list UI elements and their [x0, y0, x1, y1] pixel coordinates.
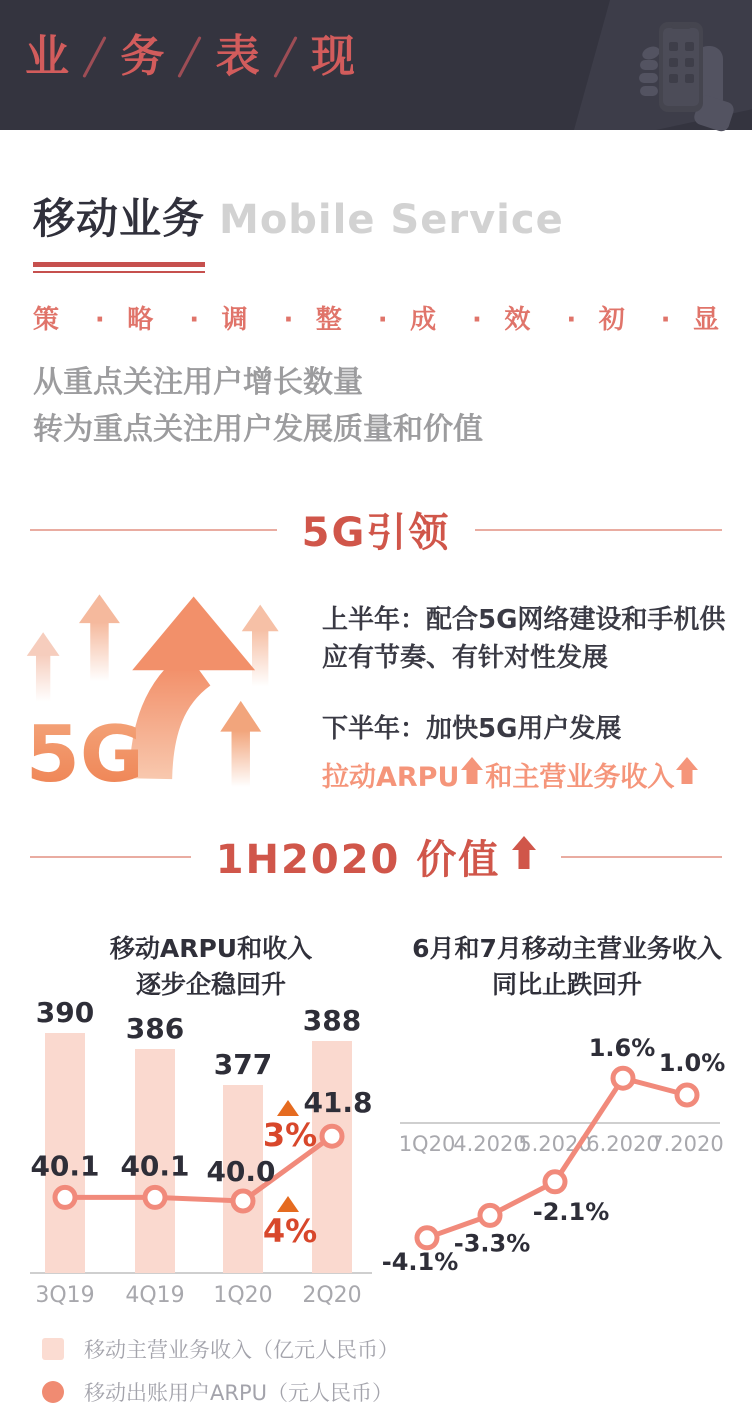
arpu-revenue-chart	[0, 995, 382, 1320]
highlight-text	[322, 755, 742, 794]
up-arrow-icon	[461, 757, 483, 792]
section-title-5g	[30, 501, 722, 558]
charts	[0, 995, 752, 1320]
line-swatch-icon	[42, 1381, 64, 1403]
5g-block	[0, 576, 752, 800]
svg-text:1Q20: 1Q20	[213, 1282, 273, 1308]
intro-text	[33, 360, 719, 453]
highlight-part1: 拉动ARPU	[322, 762, 460, 794]
svg-text:7.2020: 7.2020	[650, 1131, 724, 1156]
svg-text:3%: 3%	[262, 1115, 318, 1154]
heading-chinese: 移动业务	[33, 194, 206, 243]
svg-text:1.0%: 1.0%	[658, 1048, 726, 1077]
slogan-text: 策 · 略 · 调 · 整 · 成 · 效 · 初 · 显	[33, 305, 719, 335]
svg-text:4.2020: 4.2020	[453, 1131, 527, 1156]
divider-line	[30, 856, 191, 858]
highlight-part2: 和主营业务收入	[485, 762, 675, 794]
svg-text:2Q20: 2Q20	[302, 1282, 362, 1308]
legend-item-arpu: 移动出账用户ARPU（元人民币）	[42, 1377, 752, 1407]
svg-text:-4.1%: -4.1%	[381, 1247, 459, 1276]
divider-line	[475, 529, 722, 531]
slash-divider	[83, 36, 107, 78]
5g-text-block	[322, 576, 742, 794]
banner	[0, 0, 752, 130]
svg-text:-2.1%: -2.1%	[532, 1197, 610, 1226]
svg-text:-3.3%: -3.3%	[453, 1228, 531, 1257]
intro-line-1: 从重点关注用户增长数量	[33, 365, 363, 400]
left-chart-title: 移动ARPU和收入 逐步企稳回升	[109, 934, 313, 1000]
right-chart-title: 6月和7月移动主营业务收入 同比止跌回升	[412, 934, 722, 1000]
svg-text:388: 388	[302, 1003, 362, 1037]
up-arrow-icon	[512, 834, 536, 880]
svg-text:1.6%: 1.6%	[588, 1033, 656, 1062]
bar-swatch-icon	[42, 1338, 64, 1360]
slash-divider	[273, 36, 297, 78]
svg-text:1Q20: 1Q20	[398, 1131, 456, 1156]
svg-text:40.0: 40.0	[206, 1154, 276, 1188]
svg-text:40.1: 40.1	[30, 1148, 100, 1182]
divider-line	[30, 529, 277, 531]
heading-english: Mobile Service	[219, 197, 564, 243]
up-arrow-icon	[676, 757, 698, 792]
svg-text:5.2020: 5.2020	[518, 1131, 592, 1156]
svg-text:386: 386	[125, 1011, 185, 1045]
legend-item-revenue: 移动主营业务收入（亿元人民币）	[42, 1334, 752, 1364]
banner-char: 业	[25, 31, 69, 82]
section-title-value	[30, 828, 722, 885]
svg-text:41.8: 41.8	[303, 1085, 373, 1119]
svg-text:390: 390	[35, 995, 95, 1029]
divider-line	[561, 856, 722, 858]
svg-text:6.2020: 6.2020	[586, 1131, 660, 1156]
svg-text:4Q19: 4Q19	[125, 1282, 185, 1308]
section-heading	[33, 186, 719, 246]
5g-label: 5G	[25, 709, 144, 800]
intro-line-2: 转为重点关注用户发展质量和价值	[33, 411, 483, 447]
banner-char: 现	[310, 31, 355, 82]
section-title-value-text: 1H2020 价值	[215, 837, 501, 884]
5g-arrows-graphic	[16, 576, 316, 800]
first-half-text: 上半年：配合5G网络建设和手机供应有节奏、有针对性发展	[322, 605, 726, 673]
heading-underline	[33, 262, 205, 273]
svg-text:377: 377	[213, 1047, 273, 1081]
svg-text:4%: 4%	[262, 1211, 318, 1250]
section-title-5g-text: 5G引领	[301, 510, 451, 556]
svg-text:3Q19: 3Q19	[35, 1282, 95, 1308]
hand-holding-phone-icon	[608, 6, 738, 130]
banner-title	[25, 31, 355, 82]
banner-char: 务	[120, 31, 165, 82]
second-half-text: 下半年：加快5G用户发展	[322, 714, 622, 745]
slash-divider	[178, 36, 202, 78]
svg-text:40.1: 40.1	[120, 1148, 190, 1182]
legend	[42, 1334, 752, 1407]
banner-char: 表	[215, 31, 260, 82]
chart-titles	[0, 931, 752, 1004]
yoy-revenue-chart	[382, 1008, 752, 1320]
